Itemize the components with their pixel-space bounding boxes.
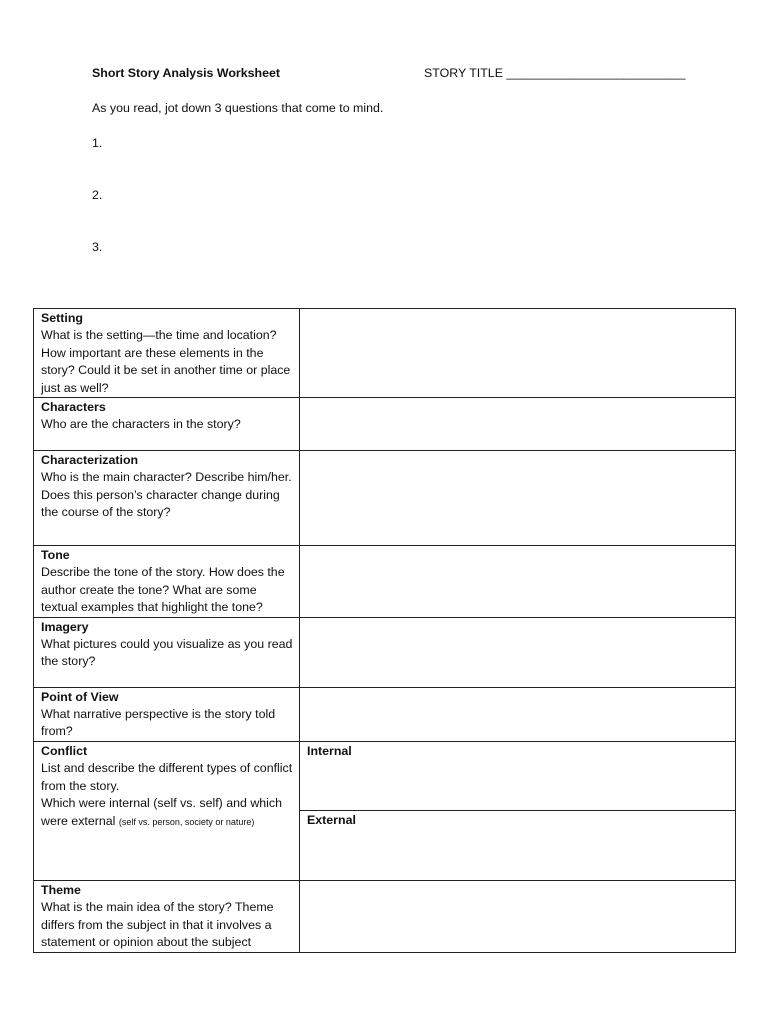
answer-cell-characterization[interactable] [300, 451, 736, 546]
table-row-conflict-internal [34, 741, 736, 810]
prompt-cell-conflict [34, 741, 300, 880]
characterization-prompt: Who is the main character? Describe him/her. Does this person’s character change during the course of the story? [41, 470, 292, 520]
internal-label: Internal [307, 743, 352, 758]
table-row-characterization [34, 451, 736, 546]
prompt-cell-point-of-view [34, 687, 300, 741]
answer-cell-imagery[interactable] [300, 617, 736, 687]
theme-prompt: What is the main idea of the story? Theme differs from the subject in that it involves a statement or opinion about the subject [41, 900, 274, 950]
analysis-table [33, 308, 736, 953]
theme-label: Theme [41, 882, 81, 897]
answer-cell-setting[interactable] [300, 309, 736, 398]
setting-prompt: What is the setting—the time and location? How important are these elements in the story? Could it be set in another time or place just as well? [41, 328, 291, 395]
conflict-prompt-2 [41, 795, 293, 831]
prompt-cell-tone [34, 546, 300, 618]
prompt-cell-setting [34, 309, 300, 398]
imagery-label: Imagery [41, 619, 89, 634]
conflict-prompt-1: List and describe the different types of conflict from the story. [41, 761, 293, 793]
characters-label: Characters [41, 400, 106, 415]
worksheet-title: Short Story Analysis Worksheet [92, 66, 280, 80]
question-number-3: 3. [92, 240, 103, 254]
characterization-label: Characterization [41, 453, 139, 468]
setting-label: Setting [41, 311, 83, 325]
tone-label: Tone [41, 548, 70, 563]
conflict-prompt-2-small: (self vs. person, society or nature) [118, 816, 255, 827]
table-row-tone [34, 546, 736, 618]
conflict-label: Conflict [41, 743, 88, 758]
answer-cell-conflict-external[interactable] [300, 810, 736, 880]
answer-cell-theme[interactable] [300, 880, 736, 952]
conflict-prompt-2-main: Which were internal (self vs. self) and which were external [41, 796, 283, 828]
story-title-field: STORY TITLE __________________________ [424, 66, 686, 80]
answer-cell-conflict-internal[interactable] [300, 741, 736, 810]
characters-prompt: Who are the characters in the story? [41, 417, 241, 432]
prompt-cell-theme [34, 880, 300, 952]
table-row-setting [34, 309, 736, 398]
point-of-view-prompt: What narrative perspective is the story told from? [41, 707, 276, 739]
question-number-2: 2. [92, 188, 103, 202]
external-label: External [307, 812, 356, 827]
prompt-cell-characters [34, 398, 300, 451]
answer-cell-characters[interactable] [300, 398, 736, 451]
table-row-theme [34, 880, 736, 952]
imagery-prompt: What pictures could you visualize as you read the story? [41, 637, 293, 669]
tone-prompt: Describe the tone of the story. How does the author create the tone? What are some textual examples that highlight the tone? [41, 565, 285, 615]
answer-cell-point-of-view[interactable] [300, 687, 736, 741]
answer-cell-tone[interactable] [300, 546, 736, 618]
instructions-text: As you read, jot down 3 questions that come to mind. [92, 101, 384, 115]
prompt-cell-characterization [34, 451, 300, 546]
prompt-cell-imagery [34, 617, 300, 687]
question-number-1: 1. [92, 136, 103, 150]
table-row-characters [34, 398, 736, 451]
table-row-point-of-view [34, 687, 736, 741]
table-row-imagery [34, 617, 736, 687]
point-of-view-label: Point of View [41, 689, 119, 704]
